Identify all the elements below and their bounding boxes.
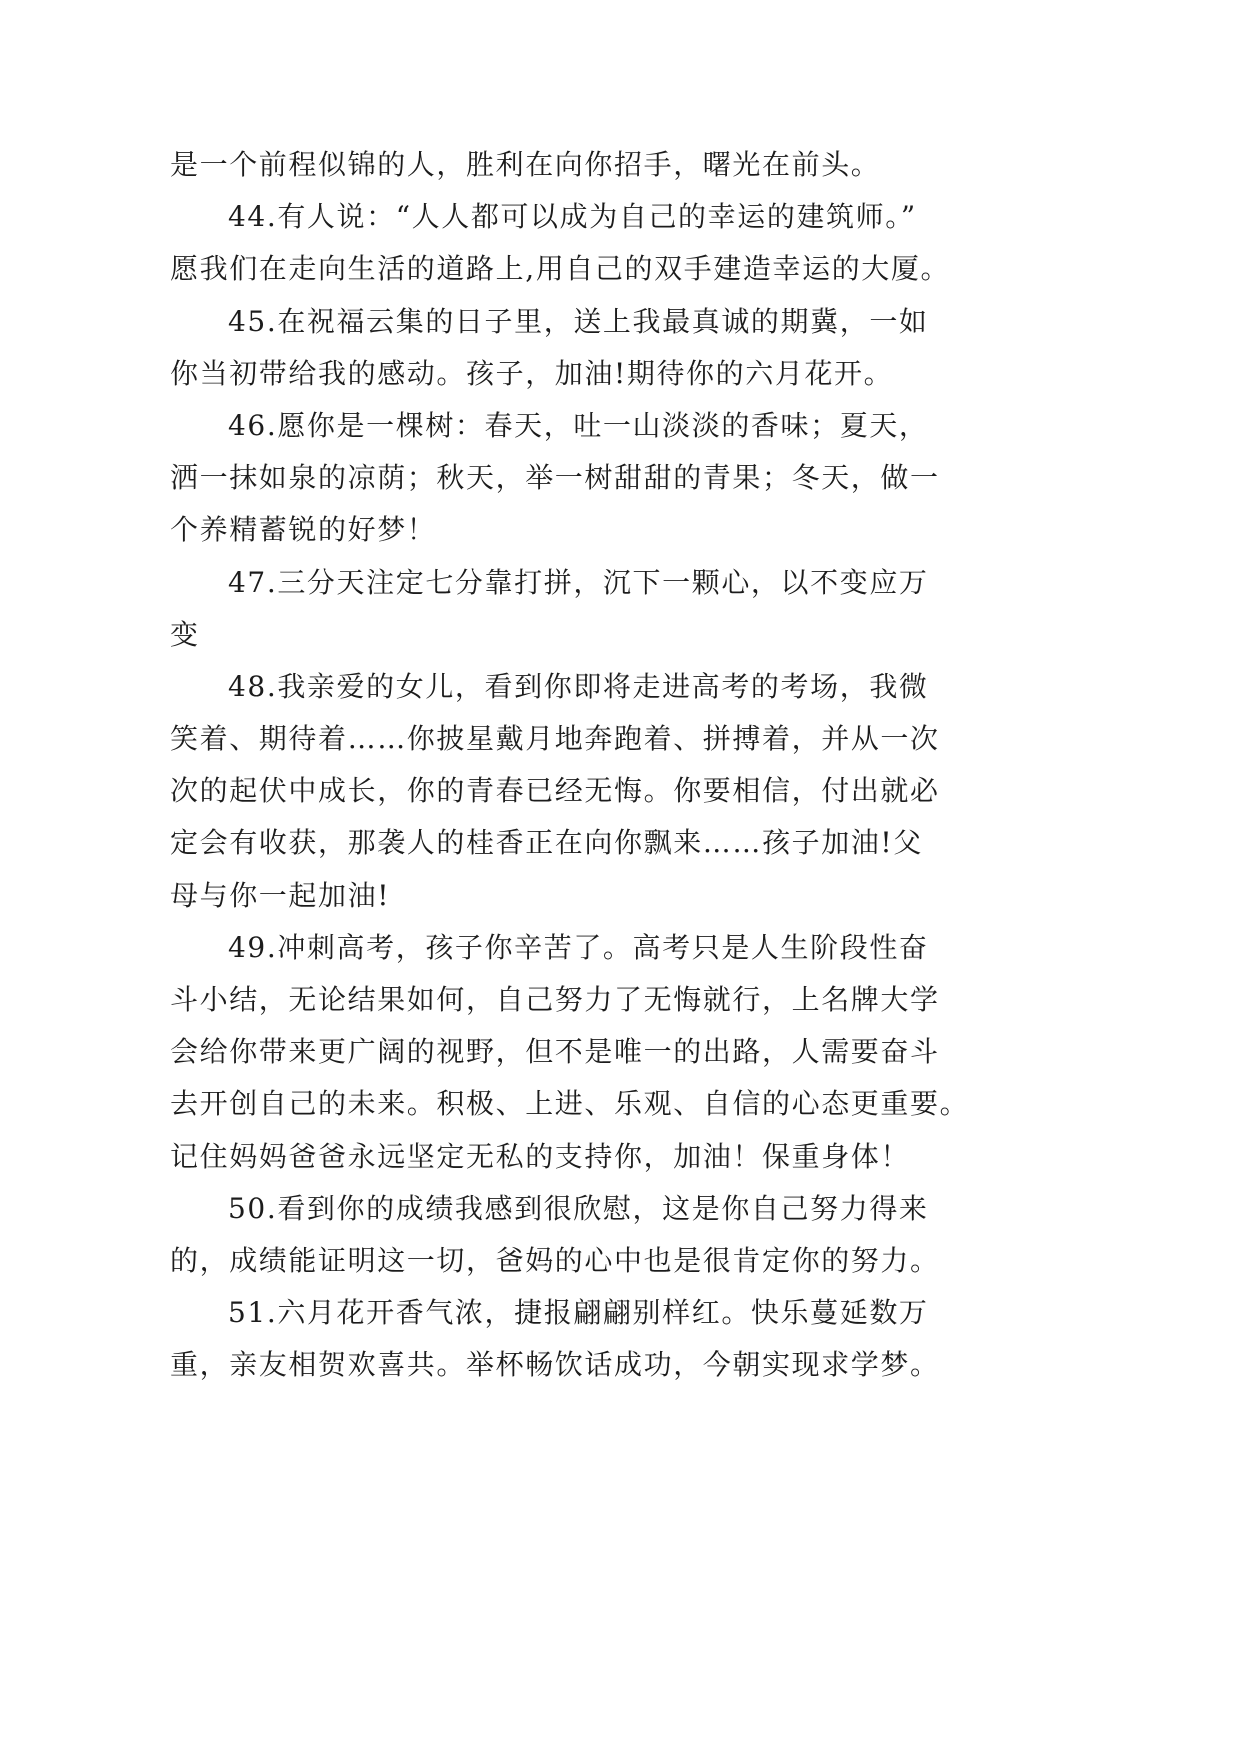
text-line: 重，亲友相贺欢喜共。举杯畅饮话成功，今朝实现求学梦。: [170, 1348, 940, 1382]
paragraph-49: [170, 922, 1070, 1183]
text-line: 50.看到你的成绩我感到很欣慰，这是你自己努力得来: [228, 1191, 929, 1225]
paragraph-46: [170, 400, 1070, 557]
text-line: 你当初带给我的感动。孩子，加油!期待你的六月花开。: [170, 356, 894, 390]
text-line: 斗小结，无论结果如何，自己努力了无悔就行，上名牌大学: [170, 983, 940, 1016]
paragraph-44: [170, 191, 1070, 295]
text-line: 47.三分天注定七分靠打拼，沉下一颗心，以不变应万: [228, 565, 929, 599]
paragraph-45: [170, 296, 1070, 400]
paragraph-continuation: [170, 139, 1070, 191]
text-line: 去开创自己的未来。积极、上进、乐观、自信的心态更重要。: [170, 1087, 970, 1121]
text-line: 48.我亲爱的女儿，看到你即将走进高考的考场，我微: [228, 669, 929, 703]
text-line: 是一个前程似锦的人，胜利在向你招手，曙光在前头。: [170, 148, 881, 181]
text-line: 46.愿你是一棵树：春天，吐一山淡淡的香味；夏天，: [228, 408, 929, 442]
text-line: 个养精蓄锐的好梦！: [170, 513, 437, 547]
paragraph-48: [170, 661, 1070, 922]
text-line: 会给你带来更广阔的视野，但不是唯一的出路，人需要奋斗: [170, 1035, 940, 1069]
text-line: 洒一抹如泉的凉荫；秋天，举一树甜甜的青果；冬天，做一: [170, 461, 940, 495]
text-line: 定会有收获，那袭人的桂香正在向你飘来……孩子加油!父: [170, 826, 923, 860]
text-line: 次的起伏中成长，你的青春已经无悔。你要相信，付出就必: [170, 774, 940, 808]
text-line: 45.在祝福云集的日子里，送上我最真诚的期冀，一如: [228, 304, 929, 338]
document-body: [170, 139, 1070, 1392]
text-line: 的，成绩能证明这一切，爸妈的心中也是很肯定你的努力。: [170, 1243, 940, 1277]
text-line: 笑着、期待着……你披星戴月地奔跑着、拼搏着，并从一次: [170, 722, 940, 756]
paragraph-51: [170, 1287, 1070, 1391]
paragraph-50: [170, 1183, 1070, 1287]
text-line: 记住妈妈爸爸永远坚定无私的支持你，加油！保重身体！: [170, 1139, 911, 1173]
text-line: 44.有人说：“人人都可以成为自己的幸运的建筑师。”: [228, 200, 917, 234]
text-line: 母与你一起加油!: [170, 878, 391, 912]
paragraph-47: [170, 557, 1070, 661]
text-line: 愿我们在走向生活的道路上,用自己的双手建造幸运的大厦。: [170, 252, 951, 286]
text-line: 变: [170, 617, 200, 651]
text-line: 49.冲刺高考，孩子你辛苦了。高考只是人生阶段性奋: [228, 930, 929, 964]
text-line: 51.六月花开香气浓，捷报翩翩别样红。快乐蔓延数万: [228, 1296, 929, 1330]
